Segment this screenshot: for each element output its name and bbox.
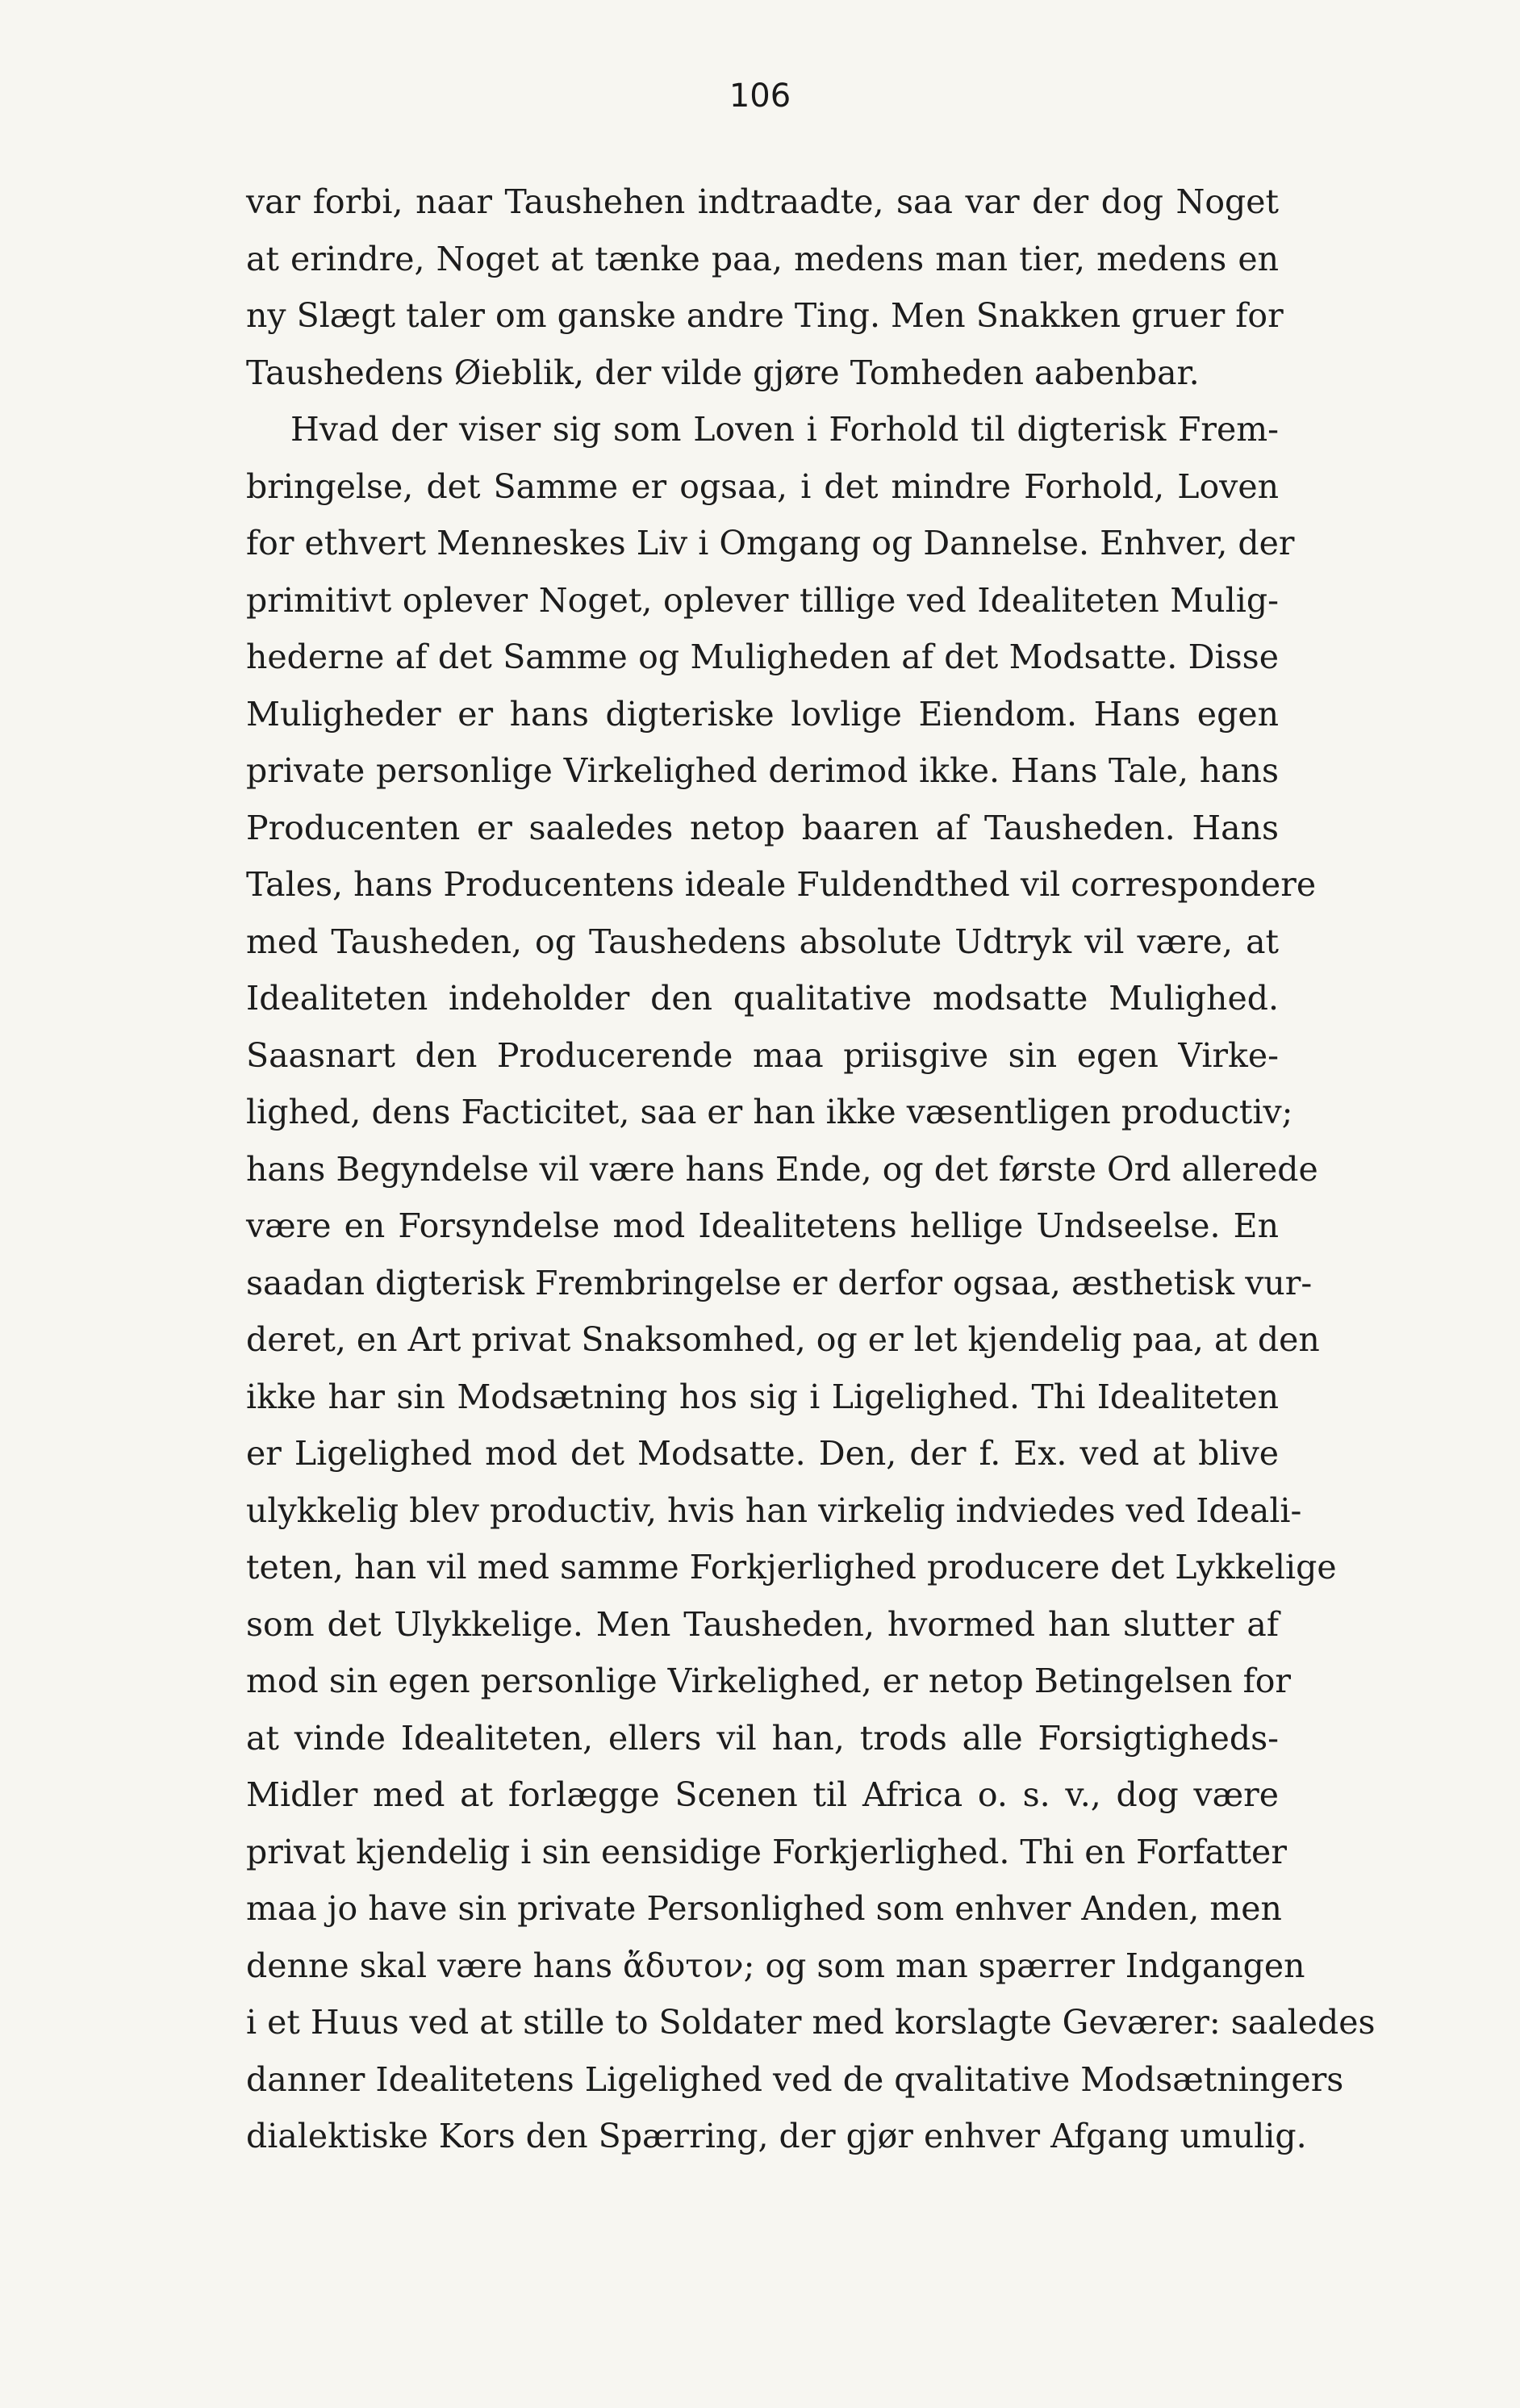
- text-line: Taushedens Øieblik, der vilde gjøre Tomheden aabenbar.: [246, 353, 1200, 392]
- text-line: er Ligelighed mod det Modsatte. Den, der f. Ex. ved at blive: [246, 1434, 1279, 1473]
- text-line: i et Huus ved at stille to Soldater med korslagte Geværer: saaledes: [246, 2003, 1376, 2042]
- text-line: være en Forsyndelse mod Idealitetens hellige Undseelse. En: [246, 1206, 1279, 1245]
- text-line: danner Idealitetens Ligelighed ved de qvalitative Modsætningers: [246, 2059, 1344, 2099]
- text-line: ikke har sin Modsætning hos sig i Ligelighed. Thi Idealiteten: [246, 1377, 1279, 1416]
- text-line: som det Ulykkelige. Men Tausheden, hvormed han slutter af: [246, 1604, 1279, 1644]
- text-line: dialektiske Kors den Spærring, der gjør enhver Afgang umulig.: [246, 2117, 1307, 2155]
- text-line: var forbi, naar Taushehen indtraadte, saa var der dog Noget: [246, 182, 1279, 221]
- body-text: [246, 173, 1376, 2165]
- text-line: privat kjendelig i sin eensidige Forkjerlighed. Thi en Forfatter: [246, 1832, 1287, 1871]
- text-line: maa jo have sin private Personlighed som enhver Anden, men: [246, 1889, 1282, 1928]
- text-line: Muligheder er hans digteriske lovlige Eiendom. Hans egen: [246, 694, 1279, 734]
- text-line: for ethvert Menneskes Liv i Omgang og Dannelse. Enhver, der: [246, 524, 1295, 562]
- text-line: Saasnart den Producerende maa priisgive sin egen Virke-: [246, 1035, 1279, 1075]
- text-line: Idealiteten indeholder den qualitative modsatte Mulighed.: [246, 979, 1279, 1018]
- text-line: hederne af det Samme og Muligheden af det Modsatte. Disse: [246, 638, 1279, 676]
- text-line: Tales, hans Producentens ideale Fuldendthed vil correspondere: [246, 865, 1317, 904]
- text-line: primitivt oplever Noget, oplever tillige ved Idealiteten Mulig-: [246, 580, 1279, 620]
- text-line: bringelse, det Samme er ogsaa, i det mindre Forhold, Loven: [246, 466, 1279, 506]
- text-line: deret, en Art privat Snaksomhed, og er let kjendelig paa, at den: [246, 1320, 1320, 1359]
- text-line: lighed, dens Facticitet, saa er han ikke væsentligen productiv;: [246, 1093, 1293, 1131]
- text-line: mod sin egen personlige Virkelighed, er netop Betingelsen for: [246, 1662, 1292, 1700]
- text-line: private personlige Virkelighed derimod ikke. Hans Tale, hans: [246, 751, 1279, 790]
- text-line: denne skal være hans ἄδυτον; og som man spærrer Indgangen: [246, 1946, 1305, 1985]
- page-number: 106: [729, 77, 791, 115]
- text-line: Midler med at forlægge Scenen til Africa o. s. v., dog være: [246, 1775, 1279, 1814]
- text-line: saadan digterisk Frembringelse er derfor ogsaa, æsthetisk vur-: [246, 1263, 1313, 1302]
- text-line: teten, han vil med samme Forkjerlighed producere det Lykkelige: [246, 1548, 1337, 1587]
- text-line: Producenten er saaledes netop baaren af Tausheden. Hans: [246, 808, 1279, 847]
- text-line: hans Begyndelse vil være hans Ende, og det første Ord allerede: [246, 1149, 1318, 1189]
- text-line: at erindre, Noget at tænke paa, medens man tier, medens en: [246, 239, 1279, 278]
- text-line: ny Slægt taler om ganske andre Ting. Men Snakken gruer for: [246, 296, 1284, 335]
- text-line: med Tausheden, og Taushedens absolute Udtryk vil være, at: [246, 922, 1279, 961]
- text-line: at vinde Idealiteten, ellers vil han, trods alle Forsigtigheds-: [246, 1718, 1279, 1758]
- text-line: ulykkelig blev productiv, hvis han virkelig indviedes ved Ideali-: [246, 1490, 1302, 1530]
- text-line: Hvad der viser sig som Loven i Forhold til digterisk Frem-: [290, 410, 1279, 449]
